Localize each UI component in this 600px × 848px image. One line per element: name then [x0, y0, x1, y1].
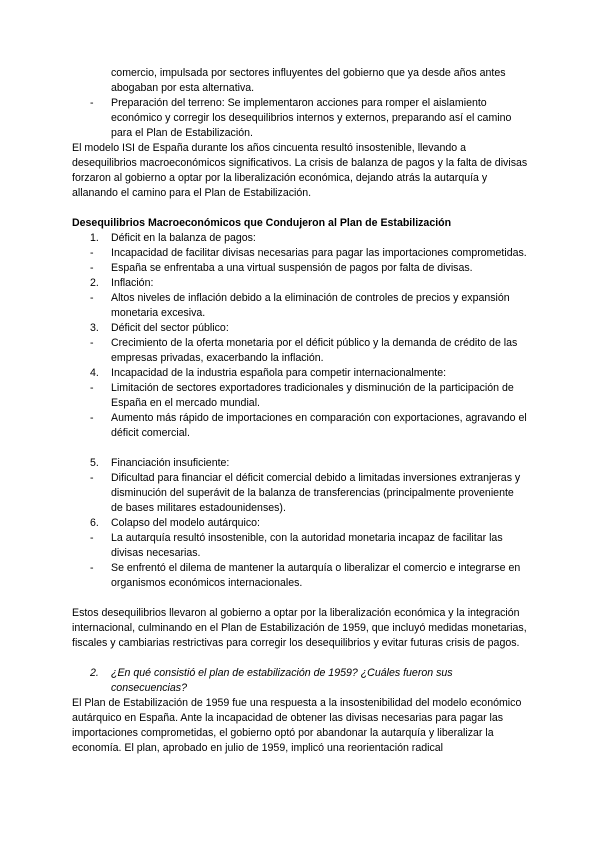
item-number: 1. — [90, 232, 99, 244]
item-title: Inflación: — [111, 277, 154, 289]
intro-paragraph: El modelo ISI de España durante los años cincuenta resultó insostenible, llevando a desequilibrios macroeconómicos significativos. La crisis de balanza de pagos y la falta de divisas forzaron al gobierno a optar por la liberalización económica, dejando atrás la autarquía y allanando el camino para el Plan de Estabilización. — [72, 142, 528, 199]
numbered-item — [72, 321, 528, 336]
numbered-item — [72, 276, 528, 291]
bullet-item — [72, 246, 528, 261]
bullet-marker: - — [90, 337, 94, 349]
answer-paragraph: El Plan de Estabilización de 1959 fue una respuesta a la insostenibilidad del modelo económico autárquico en España. Ante la incapacidad de obtener las divisas necesarias para pagar las importaciones comprometidas, el gobierno optó por abandonar la autarquía y liberalizar la economía. El plan, aprobado en julio de 1959, implicó una reorientación radical — [72, 697, 522, 754]
bullet-text: Aumento más rápido de importaciones en comparación con exportaciones, agravando el déficit comercial. — [111, 412, 527, 439]
bullet-text: La autarquía resultó insostenible, con la autoridad monetaria incapaz de facilitar las divisas necesarias. — [111, 532, 503, 559]
numbered-item — [72, 231, 528, 246]
bullet-item — [72, 471, 528, 516]
bullet-marker: - — [90, 472, 94, 484]
item-title: Incapacidad de la industria española para competir internacionalmente: — [111, 367, 447, 379]
bullet-text: Preparación del terreno: Se implementaron acciones para romper el aislamiento económico y corregir los desequilibrios internos y externos, preparando así el camino para el Plan de Estabilización. — [111, 97, 512, 139]
bullet-marker: - — [90, 262, 94, 274]
bullet-item — [72, 531, 528, 561]
bullet-marker: - — [90, 292, 94, 304]
section-heading: Desequilibrios Macroeconómicos que Condujeron al Plan de Estabilización — [72, 217, 452, 229]
bullet-text: Se enfrentó el dilema de mantener la autarquía o liberalizar el comercio e integrarse en organismos económicos internacionales. — [111, 562, 521, 589]
numbered-item — [72, 456, 528, 471]
bullet-item — [72, 261, 528, 276]
document-page — [72, 66, 528, 756]
bullet-marker: - — [90, 97, 94, 109]
bullet-marker: - — [90, 532, 94, 544]
bullet-item — [72, 96, 528, 141]
item-number: 5. — [90, 457, 99, 469]
continued-text: comercio, impulsada por sectores influyentes del gobierno que ya desde años antes abogaban por esta alternativa. — [111, 67, 506, 94]
item-title: Colapso del modelo autárquico: — [111, 517, 260, 529]
bullet-text: Dificultad para financiar el déficit comercial debido a limitadas inversiones extranjeras y disminución del superávit de la balanza de transferencias (principalmente proveniente de bases militares estadounidenses). — [111, 472, 521, 514]
numbered-item — [72, 366, 528, 381]
bullet-text: Altos niveles de inflación debido a la eliminación de controles de precios y expansión monetaria excesiva. — [111, 292, 510, 319]
question-number: 2. — [90, 667, 99, 679]
bullet-marker: - — [90, 247, 94, 259]
conclusion-paragraph: Estos desequilibrios llevaron al gobierno a optar por la liberalización económica y la integración internacional, culminando en el Plan de Estabilización de 1959, que incluyó medidas monetarias, fiscales y cambiarias restrictivas para corregir los desequilibrios y evitar futuras crisis de pagos. — [72, 607, 527, 649]
question-text: ¿En qué consistió el plan de estabilización de 1959? ¿Cuáles fueron sus consecuencias? — [111, 667, 453, 694]
bullet-text: Crecimiento de la oferta monetaria por el déficit público y la demanda de crédito de las empresas privadas, exacerbando la inflación. — [111, 337, 518, 364]
bullet-marker: - — [90, 562, 94, 574]
numbered-item — [72, 516, 528, 531]
bullet-text: Incapacidad de facilitar divisas necesarias para pagar las importaciones comprometidas. — [111, 247, 527, 259]
bullet-text: España se enfrentaba a una virtual suspensión de pagos por falta de divisas. — [111, 262, 473, 274]
item-title: Déficit en la balanza de pagos: — [111, 232, 256, 244]
item-title: Financiación insuficiente: — [111, 457, 230, 469]
question-heading — [72, 666, 528, 696]
numbered-list — [72, 231, 528, 591]
bullet-text: Limitación de sectores exportadores tradicionales y disminución de la participación de España en el mercado mundial. — [111, 382, 514, 409]
bullet-item — [72, 561, 528, 591]
bullet-item — [72, 336, 528, 366]
bullet-item — [72, 381, 528, 411]
item-number: 6. — [90, 517, 99, 529]
item-number: 4. — [90, 367, 99, 379]
bullet-item — [72, 291, 528, 321]
bullet-marker: - — [90, 412, 94, 424]
item-number: 2. — [90, 277, 99, 289]
item-number: 3. — [90, 322, 99, 334]
item-title: Déficit del sector público: — [111, 322, 229, 334]
bullet-marker: - — [90, 382, 94, 394]
bullet-item — [72, 411, 528, 441]
